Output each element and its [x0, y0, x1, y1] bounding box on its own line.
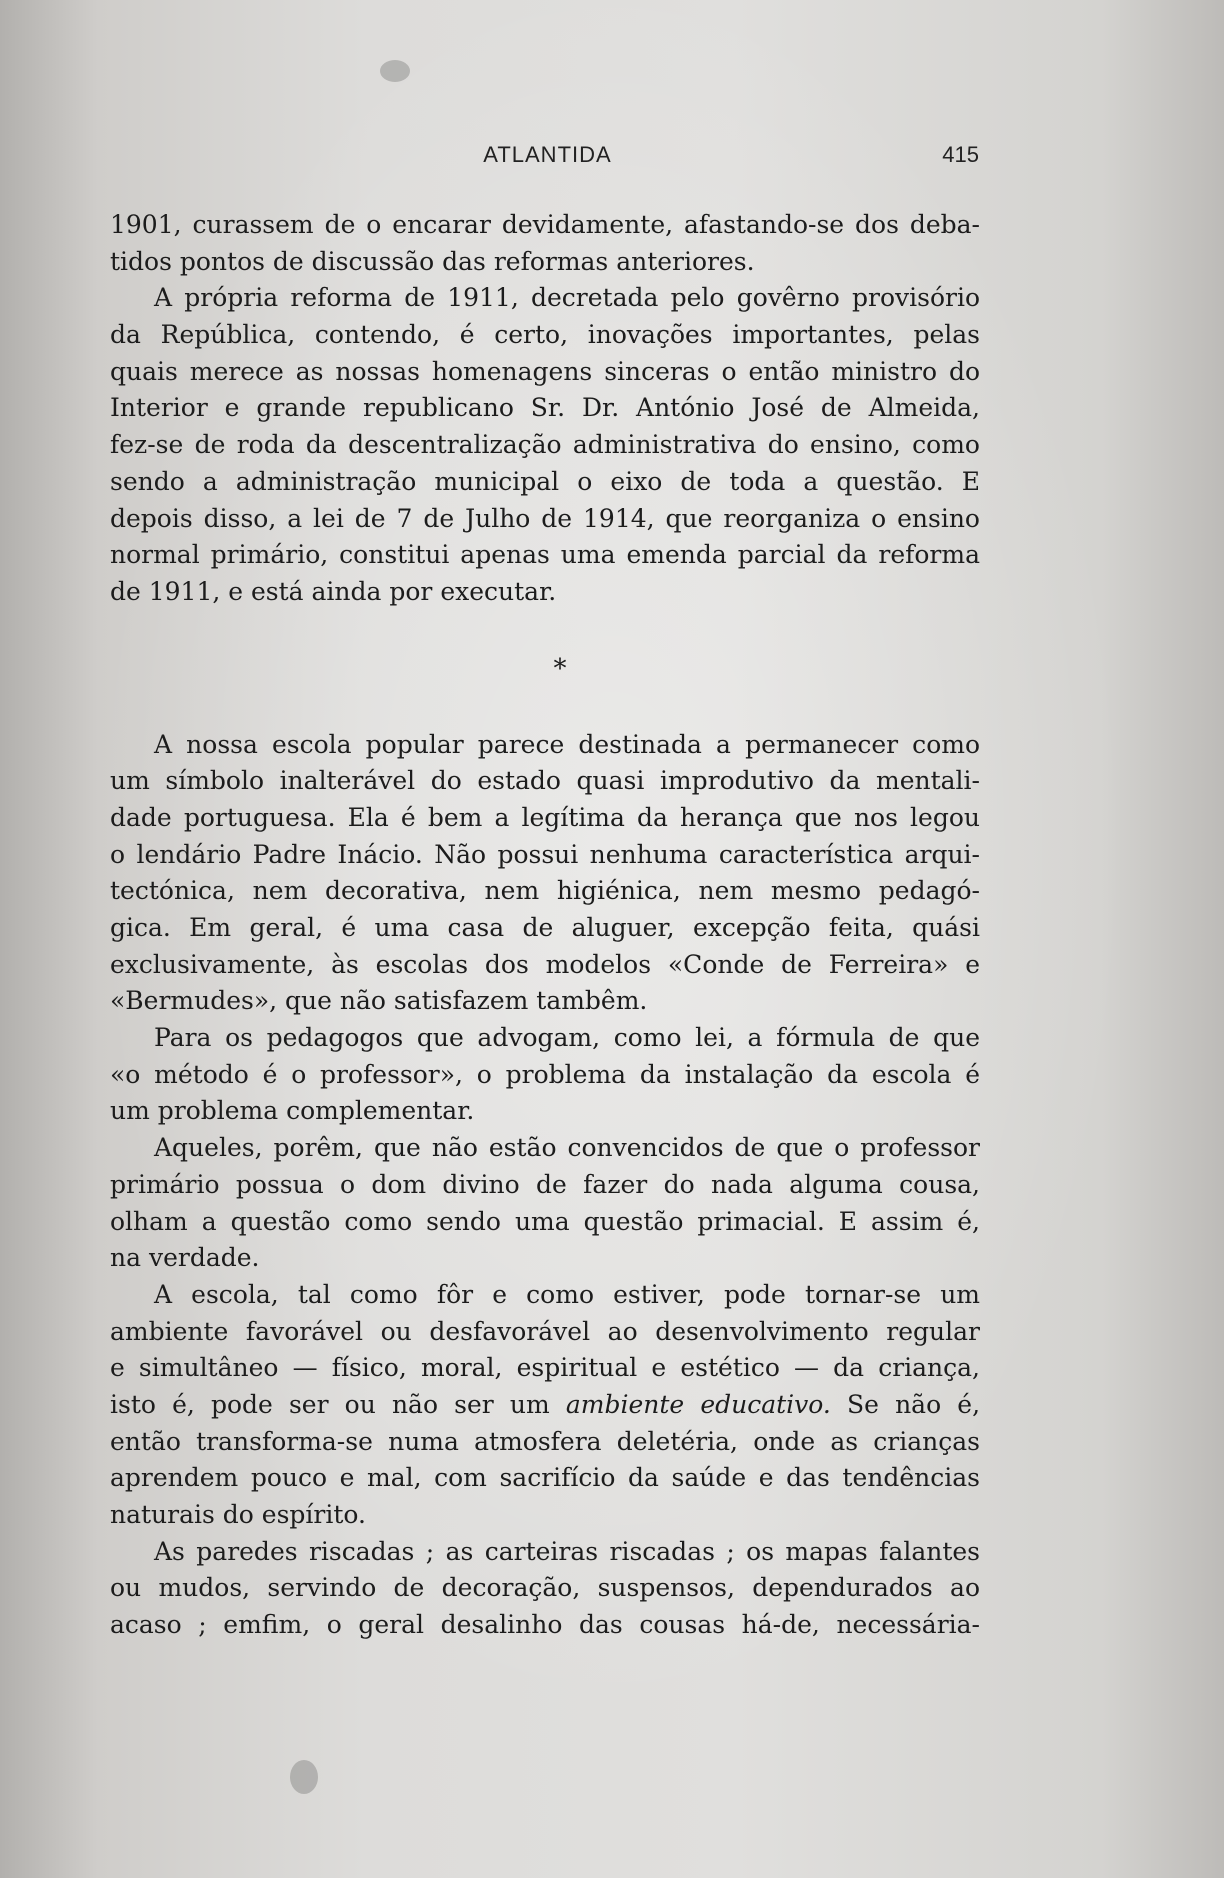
- text-line: 1901, curassem de o encarar devidamente, afastando-se dos deba-: [110, 210, 980, 239]
- text-line: primário possua o dom divino de fazer do nada alguma cousa,: [110, 1169, 980, 1199]
- running-head: [110, 142, 985, 172]
- text-line: aprendem pouco e mal, com sacrifício da saúde e das tendências: [110, 1463, 980, 1493]
- section-separator: *: [553, 653, 567, 684]
- text-line: da República, contendo, é certo, inovações importantes, pelas: [110, 320, 980, 350]
- text-line: A escola, tal como fôr e como estiver, pode tornar-se um: [154, 1279, 980, 1309]
- text-line: ambiente favorável ou desfavorável ao desenvolvimento regular: [110, 1316, 980, 1346]
- text-line: acaso ; emfim, o geral desalinho das cousas há-de, necessária-: [110, 1610, 980, 1640]
- text-line: [110, 1387, 980, 1424]
- text-line: tectónica, nem decorativa, nem higiénica, nem mesmo pedagó-: [110, 876, 980, 906]
- text-line: de 1911, e está ainda por executar.: [110, 576, 557, 606]
- italic-phrase: ambiente educativo.: [565, 1389, 831, 1419]
- text-line: «o método é o professor», o problema da instalação da escola é: [110, 1059, 980, 1089]
- text-line: naturais do espírito.: [110, 1500, 366, 1529]
- section-gap: [110, 687, 980, 727]
- text-line: tidos pontos de discussão das reformas anteriores.: [110, 246, 755, 276]
- body-text: [110, 207, 980, 1644]
- text-line: Para os pedagogos que advogam, como lei, a fórmula de que: [154, 1023, 980, 1053]
- text-line: quais merece as nossas homenagens sinceras o então ministro do: [110, 356, 980, 386]
- text-line: dade portuguesa. Ela é bem a legítima da herança que nos legou: [110, 802, 980, 832]
- text-line: As paredes riscadas ; as carteiras riscadas ; os mapas falantes: [154, 1536, 980, 1566]
- ink-smudge: [290, 1760, 318, 1794]
- text-line: gica. Em geral, é uma casa de aluguer, excepção feita, quási: [110, 913, 980, 942]
- text-fragment: Se não é,: [847, 1389, 981, 1419]
- text-fragment: isto é, pode ser ou não ser um: [110, 1389, 550, 1419]
- text-line: e simultâneo — físico, moral, espiritual e estético — da criança,: [110, 1353, 980, 1383]
- text-line: depois disso, a lei de 7 de Julho de 1914, que reorganiza o ensino: [110, 503, 980, 533]
- text-line: A nossa escola popular parece destinada a permanecer como: [154, 729, 980, 759]
- text-line: normal primário, constitui apenas uma emenda parcial da reforma: [110, 540, 980, 570]
- text-line: A própria reforma de 1911, decretada pelo govêrno provisório: [154, 283, 980, 313]
- text-line: então transforma-se numa atmosfera deletéria, onde as crianças: [110, 1426, 980, 1456]
- text-line: um símbolo inalterável do estado quasi improdutivo da mentali-: [110, 766, 980, 796]
- text-line: fez-se de roda da descentralização administrativa do ensino, como: [110, 430, 980, 460]
- text-line: o lendário Padre Inácio. Não possui nenhuma característica arqui-: [110, 839, 980, 869]
- section-gap: [110, 611, 980, 651]
- text-line: olham a questão como sendo uma questão primacial. E assim é,: [110, 1206, 980, 1236]
- running-title: ATLANTIDA: [483, 142, 612, 167]
- text-line: «Bermudes», que não satisfazem tambêm.: [110, 986, 648, 1016]
- text-line: Aqueles, porêm, que não estão convencidos de que o professor: [154, 1133, 980, 1163]
- text-line: exclusivamente, às escolas dos modelos «Conde de Ferreira» e: [110, 949, 980, 979]
- text-line: um problema complementar.: [110, 1096, 475, 1126]
- text-line: sendo a administração municipal o eixo de toda a questão. E: [110, 466, 980, 496]
- text-line: na verdade.: [110, 1243, 260, 1273]
- page-number: 415: [942, 142, 979, 167]
- text-line: Interior e grande republicano Sr. Dr. António José de Almeida,: [110, 393, 980, 423]
- text-line: ou mudos, servindo de decoração, suspensos, dependurados ao: [110, 1573, 980, 1603]
- ink-smudge: [380, 60, 410, 82]
